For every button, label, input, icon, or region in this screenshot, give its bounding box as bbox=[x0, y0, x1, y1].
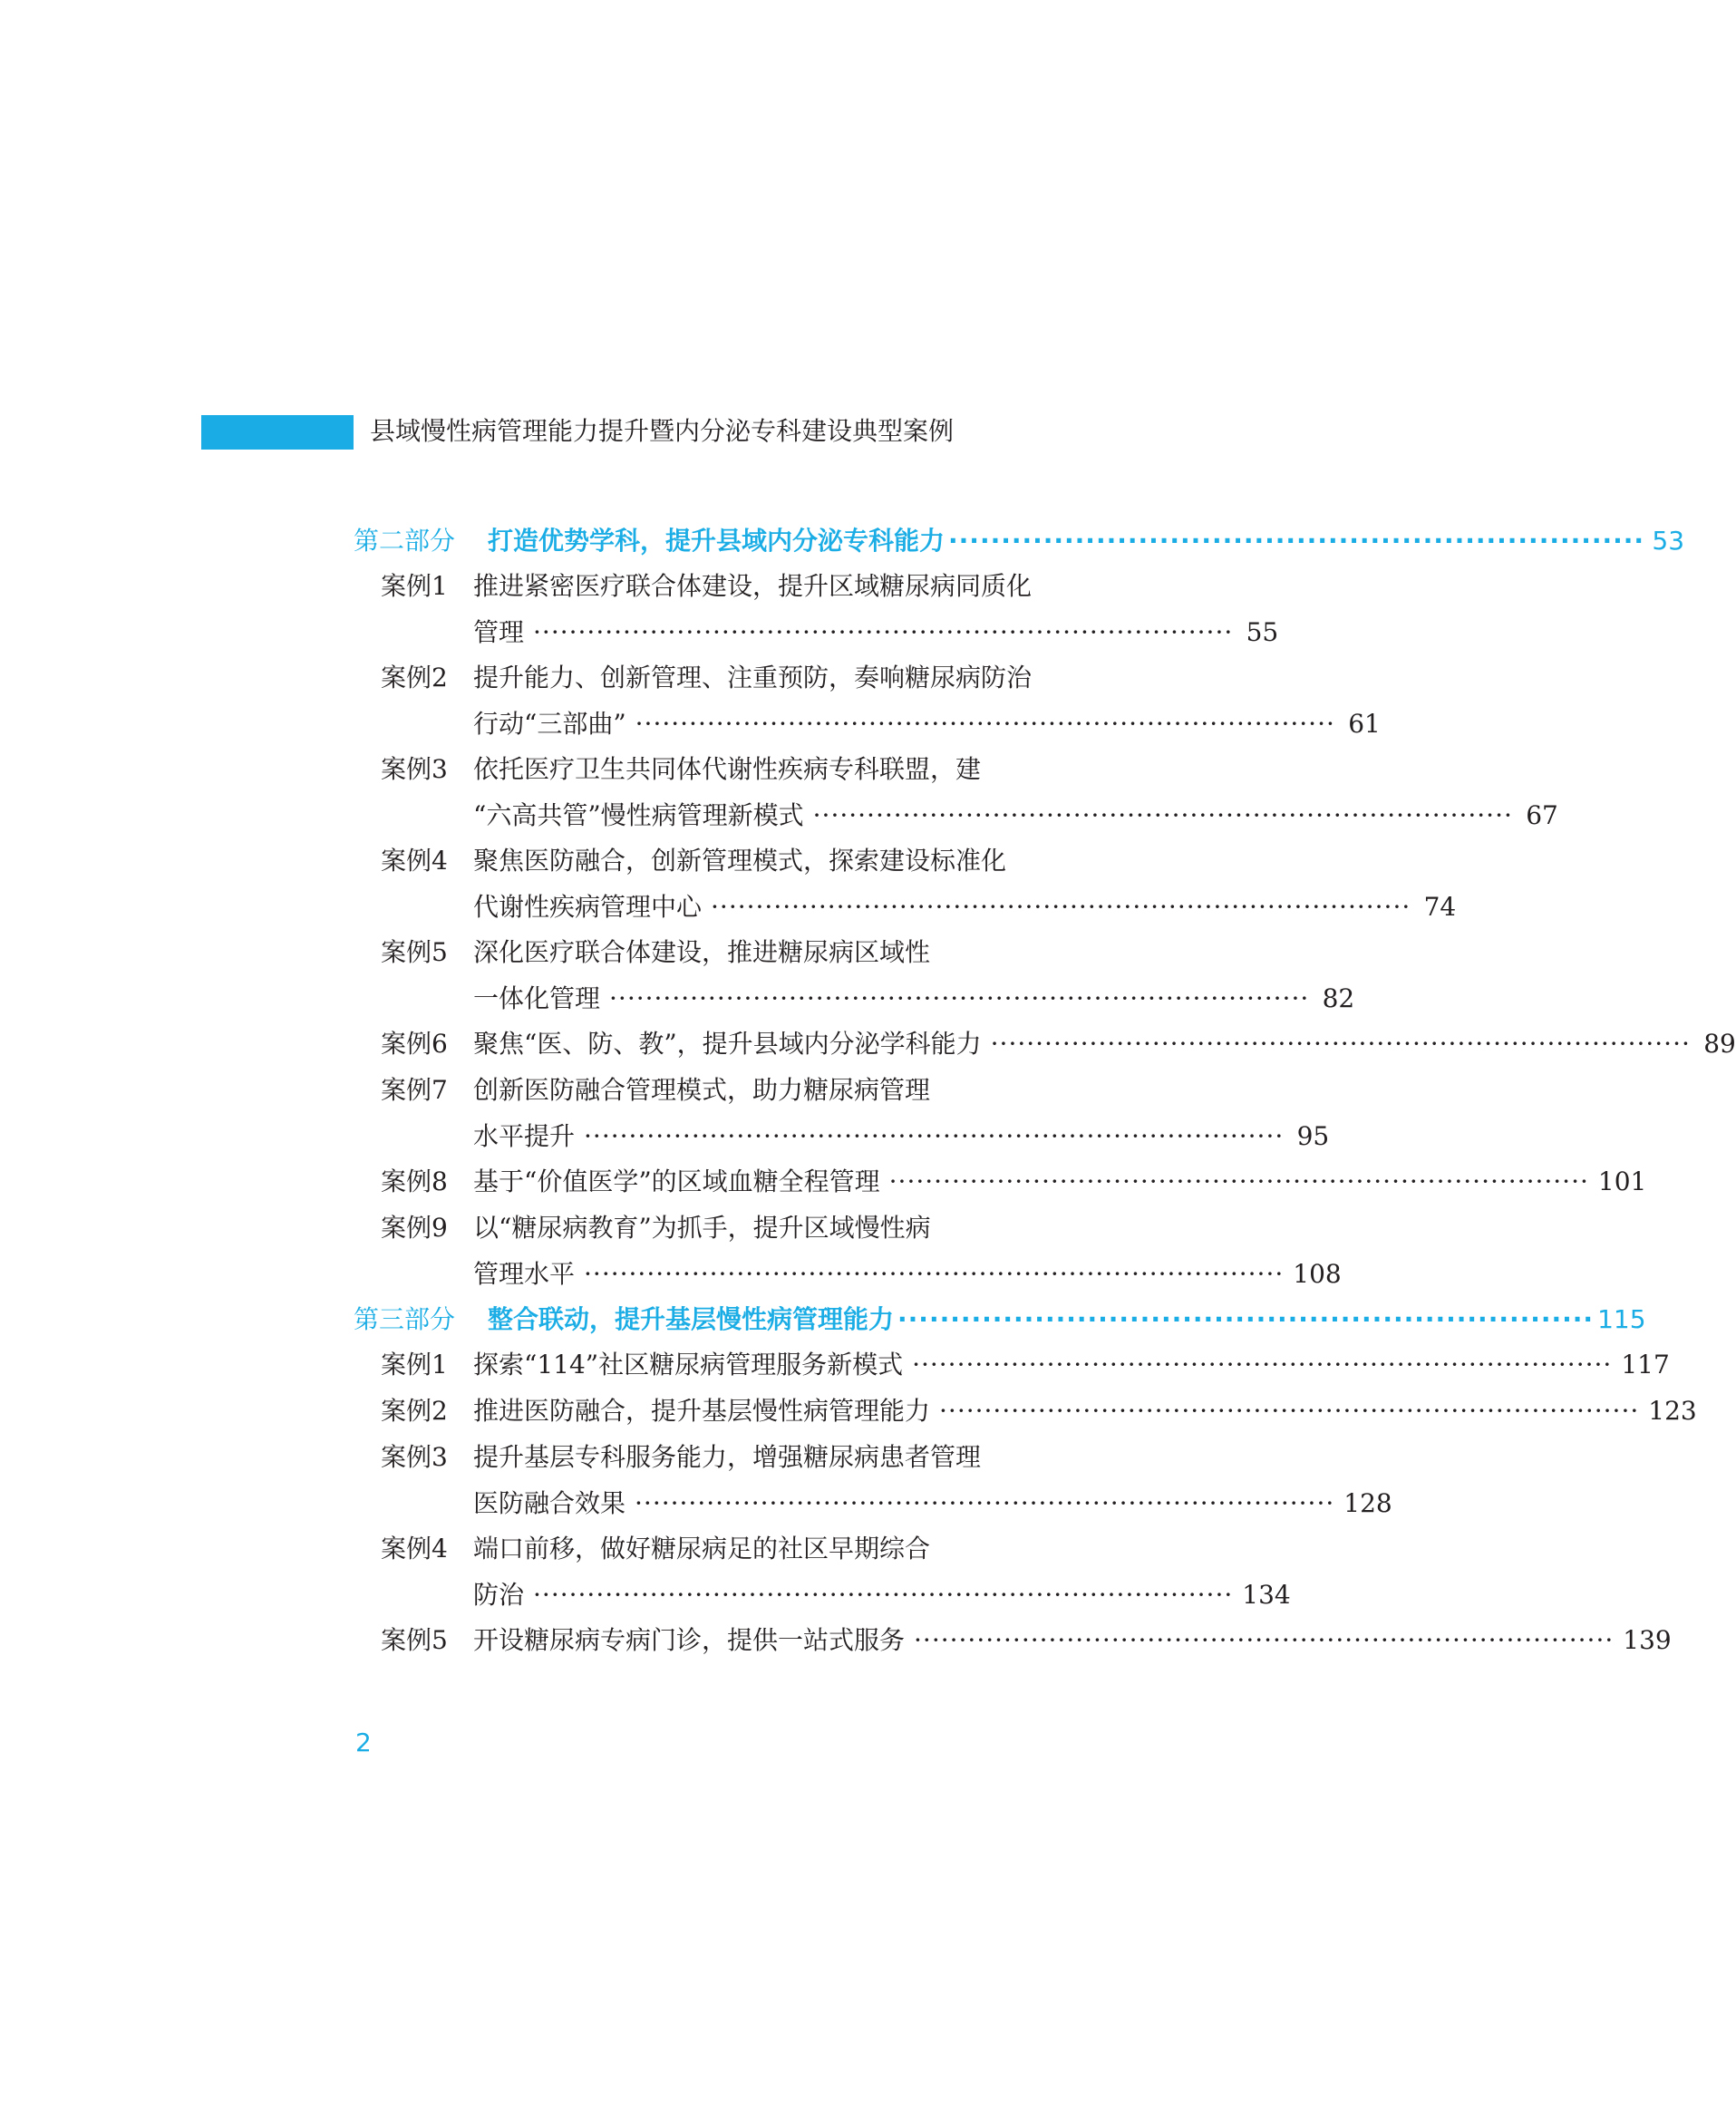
page-number: 2 bbox=[355, 1728, 372, 1757]
toc-entry-line2[interactable] bbox=[473, 695, 1381, 741]
part-2-label: 第二部分 bbox=[354, 526, 456, 556]
toc-entry[interactable] bbox=[473, 1612, 1672, 1657]
case-label: 案例8 bbox=[381, 1166, 448, 1196]
entry-title-cont: 行动“三部曲” bbox=[473, 709, 626, 739]
dot-leader: ·············································································· bbox=[990, 1029, 1691, 1059]
case-label: 案例4 bbox=[381, 1534, 448, 1563]
entry-page: 139 bbox=[1623, 1625, 1672, 1655]
entry-page: 74 bbox=[1423, 892, 1457, 922]
case-label: 案例6 bbox=[381, 1029, 448, 1059]
running-header-title: 县域慢性病管理能力提升暨内分泌专科建设典型案例 bbox=[370, 416, 955, 446]
entry-page: 61 bbox=[1348, 709, 1381, 739]
case-label: 案例3 bbox=[381, 754, 448, 784]
dot-leader: ·············································································· bbox=[635, 1488, 1335, 1518]
toc-entry-line2[interactable] bbox=[473, 604, 1279, 649]
part-2-title: 打造优势学科，提升县域内分泌专科能力 bbox=[488, 526, 946, 556]
toc-part-3[interactable] bbox=[354, 1291, 1646, 1336]
entry-title: 以“糖尿病教育”为抓手，提升区域慢性病 bbox=[473, 1213, 931, 1243]
toc-entry-line1[interactable] bbox=[473, 649, 1126, 694]
entry-page: 117 bbox=[1621, 1350, 1670, 1379]
toc-entry[interactable] bbox=[473, 1382, 1697, 1428]
case-label: 案例7 bbox=[381, 1075, 448, 1105]
entry-title: 聚焦“医、防、教”，提升县域内分泌学科能力 bbox=[473, 1029, 982, 1059]
case-label: 案例2 bbox=[381, 1396, 448, 1426]
part-3-page: 115 bbox=[1597, 1304, 1646, 1334]
entry-title: 聚焦医防融合，创新管理模式，探索建设标准化 bbox=[473, 846, 1007, 876]
entry-title-cont: 管理水平 bbox=[473, 1259, 576, 1289]
entry-title-cont: 一体化管理 bbox=[473, 983, 601, 1013]
entry-page: 128 bbox=[1343, 1488, 1392, 1518]
toc-entry-line2[interactable] bbox=[473, 1566, 1291, 1612]
entry-title-cont: 代谢性疾病管理中心 bbox=[473, 892, 703, 922]
part-3-title: 整合联动，提升基层慢性病管理能力 bbox=[488, 1304, 895, 1334]
dot-leader: ·············································································· bbox=[533, 617, 1234, 647]
dot-leader: ·············································································· bbox=[812, 800, 1513, 830]
entry-title: 端口前移，做好糖尿病足的社区早期综合 bbox=[473, 1534, 931, 1563]
entry-page: 123 bbox=[1648, 1396, 1697, 1426]
toc-entry[interactable] bbox=[473, 1153, 1647, 1198]
entry-page: 95 bbox=[1296, 1121, 1330, 1151]
entry-title: 提升基层专科服务能力，增强糖尿病患者管理 bbox=[473, 1442, 982, 1472]
dot-leader: ·············································································· bbox=[912, 1350, 1613, 1379]
entry-page: 108 bbox=[1293, 1259, 1342, 1289]
case-label: 案例1 bbox=[381, 571, 448, 601]
entry-title: 基于“价值医学”的区域血糖全程管理 bbox=[473, 1166, 880, 1196]
entry-title: 推进医防融合，提升基层慢性病管理能力 bbox=[473, 1396, 931, 1426]
toc-part-2[interactable] bbox=[354, 512, 1685, 557]
entry-page: 55 bbox=[1246, 617, 1279, 647]
entry-title: 开设糖尿病专病门诊，提供一站式服务 bbox=[473, 1625, 906, 1655]
toc-entry-line2[interactable] bbox=[473, 878, 1457, 924]
part-2-page: 53 bbox=[1652, 526, 1685, 556]
toc-entry-line1[interactable] bbox=[473, 924, 1126, 969]
entry-title: 创新医防融合管理模式，助力糖尿病管理 bbox=[473, 1075, 931, 1105]
dot-leader: ·············································································· bbox=[635, 709, 1335, 739]
dot-leader: ·············································································· bbox=[888, 1166, 1589, 1196]
dot-leader: ·············································································· bbox=[609, 983, 1310, 1013]
dot-leader: ·············································································· bbox=[584, 1259, 1285, 1289]
dot-leader: ·············································································· bbox=[533, 1580, 1234, 1610]
toc-entry-line1[interactable] bbox=[473, 1520, 1126, 1565]
toc-entry-line1[interactable] bbox=[473, 1061, 1126, 1107]
toc-entry-line2[interactable] bbox=[473, 1245, 1342, 1291]
entry-title-cont: 水平提升 bbox=[473, 1121, 576, 1151]
entry-title-cont: “六高共管”慢性病管理新模式 bbox=[473, 800, 804, 830]
toc-entry-line2[interactable] bbox=[473, 1108, 1330, 1153]
entry-page: 134 bbox=[1242, 1580, 1291, 1610]
dot-leader: ·············································································· bbox=[914, 1625, 1615, 1655]
toc-entry[interactable] bbox=[473, 1336, 1670, 1381]
entry-title: 深化医疗联合体建设，推进糖尿病区域性 bbox=[473, 937, 931, 967]
case-label: 案例5 bbox=[381, 937, 448, 967]
entry-title: 提升能力、创新管理、注重预防，奏响糖尿病防治 bbox=[473, 663, 1033, 692]
toc-entry-line2[interactable] bbox=[473, 970, 1355, 1015]
toc-entry-line1[interactable] bbox=[473, 741, 1126, 786]
case-label: 案例2 bbox=[381, 663, 448, 692]
entry-title: 推进紧密医疗联合体建设，提升区域糖尿病同质化 bbox=[473, 571, 1033, 601]
entry-title-cont: 医防融合效果 bbox=[473, 1488, 626, 1518]
toc-entry[interactable] bbox=[473, 1015, 1736, 1060]
dot-leader: ·································································· bbox=[897, 1304, 1595, 1334]
entry-title: 依托医疗卫生共同体代谢性疾病专科联盟，建 bbox=[473, 754, 982, 784]
case-label: 案例4 bbox=[381, 846, 448, 876]
dot-leader: ·············································································· bbox=[939, 1396, 1640, 1426]
entry-page: 82 bbox=[1322, 983, 1355, 1013]
dot-leader: ·············································································· bbox=[584, 1121, 1285, 1151]
toc-entry-line1[interactable] bbox=[473, 1428, 1126, 1474]
toc-entry-line2[interactable] bbox=[473, 1475, 1392, 1520]
toc-entry-line1[interactable] bbox=[473, 557, 1126, 603]
toc-entry-line1[interactable] bbox=[473, 832, 1126, 877]
entry-title-cont: 防治 bbox=[473, 1580, 525, 1610]
dot-leader: ·············································································· bbox=[711, 892, 1411, 922]
entry-page: 89 bbox=[1703, 1029, 1736, 1059]
dot-leader: ·································································· bbox=[948, 526, 1645, 556]
case-label: 案例1 bbox=[381, 1350, 448, 1379]
toc-entry-line2[interactable] bbox=[473, 787, 1558, 832]
entry-page: 67 bbox=[1526, 800, 1558, 830]
case-label: 案例5 bbox=[381, 1625, 448, 1655]
entry-title-cont: 管理 bbox=[473, 617, 525, 647]
part-3-label: 第三部分 bbox=[354, 1304, 456, 1334]
toc-entry-line1[interactable] bbox=[473, 1199, 1126, 1244]
case-label: 案例3 bbox=[381, 1442, 448, 1472]
entry-title: 探索“114”社区糖尿病管理服务新模式 bbox=[473, 1350, 904, 1379]
case-label: 案例9 bbox=[381, 1213, 448, 1243]
entry-page: 101 bbox=[1597, 1166, 1647, 1196]
